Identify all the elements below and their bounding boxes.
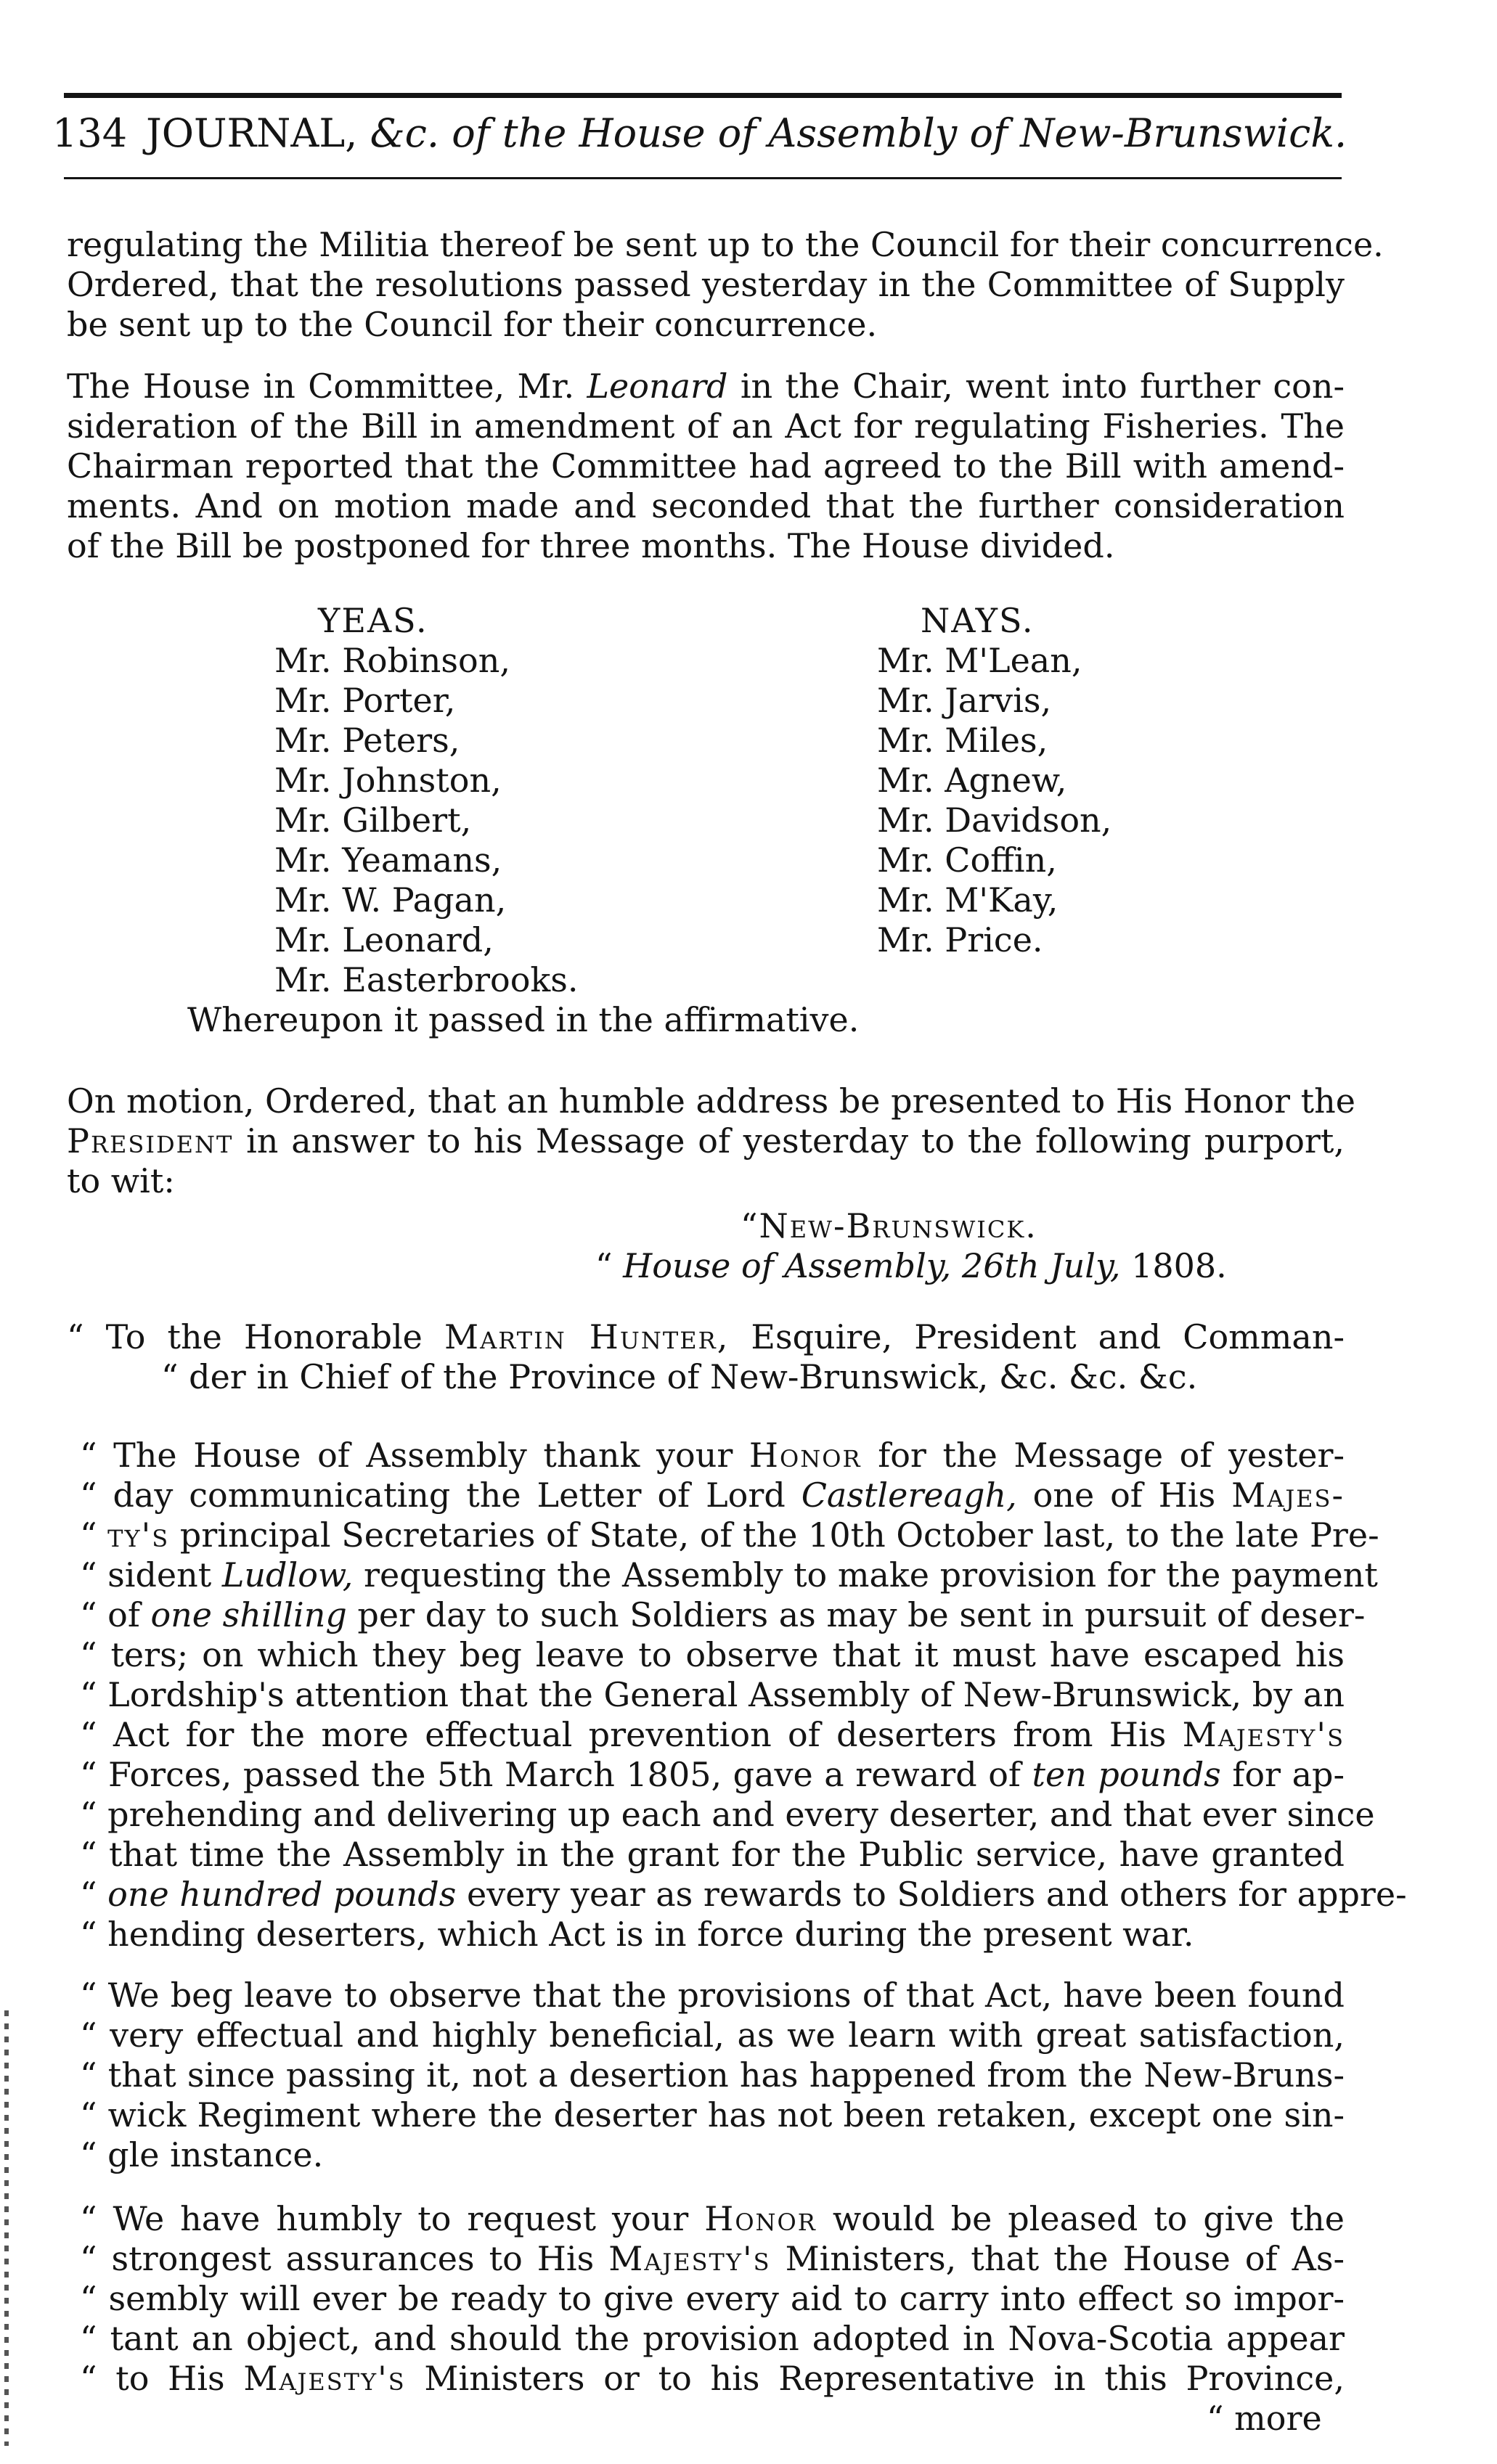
catchword: “ more (1207, 2399, 1322, 2438)
honor: Honor (748, 1436, 862, 1475)
text-segment: “ (595, 1246, 624, 1285)
ten-pounds: ten pounds (1032, 1755, 1221, 1794)
nay-member: Mr. Jarvis, (877, 681, 1052, 720)
text-segment: principal Secretaries of State, of the 10th October last, to the late Pre- (169, 1515, 1379, 1555)
paragraph-thanks (80, 1436, 1407, 1955)
paragraph-militia (67, 225, 1384, 345)
one-shilling: one shilling (150, 1595, 347, 1634)
text-line: “ hending deserters, which Act is in force during the present war. (80, 1915, 1194, 1954)
text-line: of the Bill be postponed for three months. The House divided. (67, 526, 1115, 565)
text-segment: “ Forces, passed the 5th March 1805, gave a reward of (80, 1755, 1032, 1794)
text-line: to wit: (67, 1161, 175, 1200)
place-name: “New-Brunswick. (741, 1206, 1037, 1245)
text-segment: for the Message of yester- (861, 1436, 1345, 1475)
text-line: “ We beg leave to observe that the provisions of that Act, have been found (80, 1976, 1345, 2015)
text-segment: in the Chair, went into further con- (727, 367, 1345, 406)
text-line: “ that since passing it, not a desertion has happened from the New-Bruns- (80, 2055, 1345, 2095)
text-line: be sent up to the Council for their concurrence. (67, 305, 878, 344)
text-line (80, 1515, 1379, 1555)
nays-list (877, 601, 1111, 960)
text-line (80, 1475, 1345, 1515)
text-segment: for ap- (1220, 1755, 1345, 1794)
nay-member: Mr. Agnew, (877, 761, 1067, 800)
text-segment: requesting the Assembly to make provision for the payment (353, 1555, 1378, 1595)
text-line (80, 2199, 1345, 2239)
text-segment: would be pleased to give the (816, 2199, 1345, 2238)
text-segment: “ strongest assurances to His (80, 2239, 609, 2278)
margin-binding-mark (4, 2010, 9, 2446)
nay-member: Mr. M'Kay, (877, 880, 1058, 920)
year: 1808. (1120, 1246, 1227, 1285)
yea-member: Mr. Peters, (274, 721, 460, 760)
text-segment: Ministers, that the House of As- (770, 2239, 1345, 2278)
address-salutation (67, 1317, 1345, 1357)
page-header (52, 110, 1352, 168)
text-line (80, 2359, 1345, 2399)
text-segment: “ day communicating the Letter of Lord (80, 1475, 801, 1515)
hundred-pounds: one hundred pounds (107, 1875, 457, 1914)
yeas-heading: YEAS. (318, 601, 428, 640)
text-line (67, 1317, 1345, 1357)
header-title-assembly: &c. of the House of Assembly of New-Brunswick. (370, 110, 1347, 156)
text-segment: “ of (80, 1595, 151, 1634)
text-segment: in answer to his Message of yesterday to the following purport, (233, 1121, 1345, 1161)
text-segment: “ (80, 1875, 108, 1914)
text-segment: “ (80, 1515, 108, 1555)
text-segment: one of His (1016, 1475, 1232, 1515)
text-segment: Ministers or to his Representative in this Province, (405, 2359, 1345, 2398)
nay-member: Mr. Price. (877, 920, 1043, 959)
majesty: Majesty's (243, 2359, 406, 2398)
majesty: ty's (107, 1515, 170, 1555)
address-line2: “ der in Chief of the Province of New-Brunswick, &c. &c. &c. (161, 1357, 1198, 1396)
text-segment: per day to such Soldiers as may be sent in pursuit of deser- (346, 1595, 1366, 1634)
text-segment: “ sident (80, 1555, 222, 1595)
text-line: sideration of the Bill in amendment of an Act for regulating Fisheries. The (67, 406, 1345, 446)
dateline-date (595, 1246, 1227, 1286)
text-segment: “ Act for the more effectual prevention of deserters from His (80, 1715, 1183, 1754)
text-line: “ that time the Assembly in the grant for the Public service, have granted (80, 1835, 1345, 1874)
text-line (80, 1436, 1345, 1475)
text-line (67, 1121, 1345, 1161)
text-line: “ sembly will ever be ready to give every aid to carry into effect so impor- (80, 2279, 1345, 2318)
name-martin-hunter: Martin Hunter, (444, 1317, 730, 1356)
header-title-journal: JOURNAL, (146, 110, 370, 156)
text-line (80, 1755, 1345, 1795)
text-line: “ wick Regiment where the deserter has not been retaken, except one sin- (80, 2095, 1345, 2134)
text-segment: “ to His (80, 2359, 244, 2398)
nay-member: Mr. M'Lean, (877, 641, 1082, 680)
name-leonard: Leonard (587, 367, 728, 406)
paragraph-fisheries (67, 367, 1345, 566)
text-segment: The House in Committee, Mr. (67, 367, 587, 406)
vote-result: Whereupon it passed in the affirmative. (187, 1000, 860, 1039)
majesty: Majes- (1231, 1475, 1345, 1515)
text-line: regulating the Militia thereof be sent up to the Council for their concurrence. (67, 225, 1384, 264)
honor: Honor (704, 2199, 817, 2238)
text-segment: “ The House of Assembly thank your (80, 1436, 749, 1475)
text-line: “ Lordship's attention that the General Assembly of New-Brunswick, by an (80, 1675, 1345, 1714)
text-segment: Esquire, President and Comman- (729, 1317, 1345, 1356)
text-line: On motion, Ordered, that an humble address be presented to His Honor the (67, 1081, 1355, 1121)
title-president: President (67, 1121, 234, 1161)
text-line: “ ters; on which they beg leave to observe that it must have escaped his (80, 1635, 1345, 1674)
majesty: Majesty's (608, 2239, 771, 2278)
yeas-list (274, 601, 579, 1000)
text-line (80, 1595, 1366, 1635)
paragraph-request (80, 2199, 1345, 2399)
nay-member: Mr. Coffin, (877, 840, 1057, 880)
text-line (80, 1715, 1345, 1755)
text-line (80, 1875, 1407, 1915)
text-line: Chairman reported that the Committee had agreed to the Bill with amend- (67, 446, 1345, 486)
text-segment: every year as rewards to Soldiers and others for appre- (456, 1875, 1407, 1914)
text-line: ments. And on motion made and seconded that the further consideration (67, 486, 1345, 525)
paragraph-motion (67, 1081, 1355, 1201)
yea-member: Mr. Easterbrooks. (274, 960, 579, 999)
yea-member: Mr. Porter, (274, 681, 456, 720)
name-ludlow: Ludlow, (221, 1555, 354, 1595)
yea-member: Mr. Robinson, (274, 641, 510, 680)
text-segment: “ We have humbly to request your (80, 2199, 705, 2238)
page-number: 134 (52, 110, 128, 156)
text-segment: “ To the Honorable (67, 1317, 444, 1356)
nay-member: Mr. Davidson, (877, 801, 1112, 840)
yea-member: Mr. Leonard, (274, 920, 494, 959)
text-line: “ very effectual and highly beneficial, as we learn with great satisfaction, (80, 2015, 1345, 2055)
majesty: Majesty's (1182, 1715, 1345, 1754)
name-castlereagh: Castlereagh, (801, 1475, 1017, 1515)
yea-member: Mr. Yeamans, (274, 840, 502, 880)
nay-member: Mr. Miles, (877, 721, 1048, 760)
header-top-rule (64, 93, 1342, 98)
house-date: House of Assembly, 26th July, (623, 1246, 1121, 1285)
header-bottom-rule (64, 177, 1342, 179)
yea-member: Mr. Johnston, (274, 761, 502, 800)
paragraph-provisions (80, 1976, 1345, 2175)
text-line (80, 1555, 1378, 1595)
dateline-place (741, 1206, 1037, 1246)
text-line (80, 2239, 1345, 2279)
text-line (67, 367, 1345, 406)
yea-member: Mr. Gilbert, (274, 801, 472, 840)
yea-member: Mr. W. Pagan, (274, 880, 507, 920)
text-line: Ordered, that the resolutions passed yesterday in the Committee of Supply (67, 265, 1345, 304)
text-line: “ gle instance. (80, 2135, 324, 2174)
nays-heading: NAYS. (921, 601, 1035, 640)
text-line: “ prehending and delivering up each and every deserter, and that ever since (80, 1795, 1375, 1834)
text-line: “ tant an object, and should the provision adopted in Nova-Scotia appear (80, 2319, 1345, 2358)
